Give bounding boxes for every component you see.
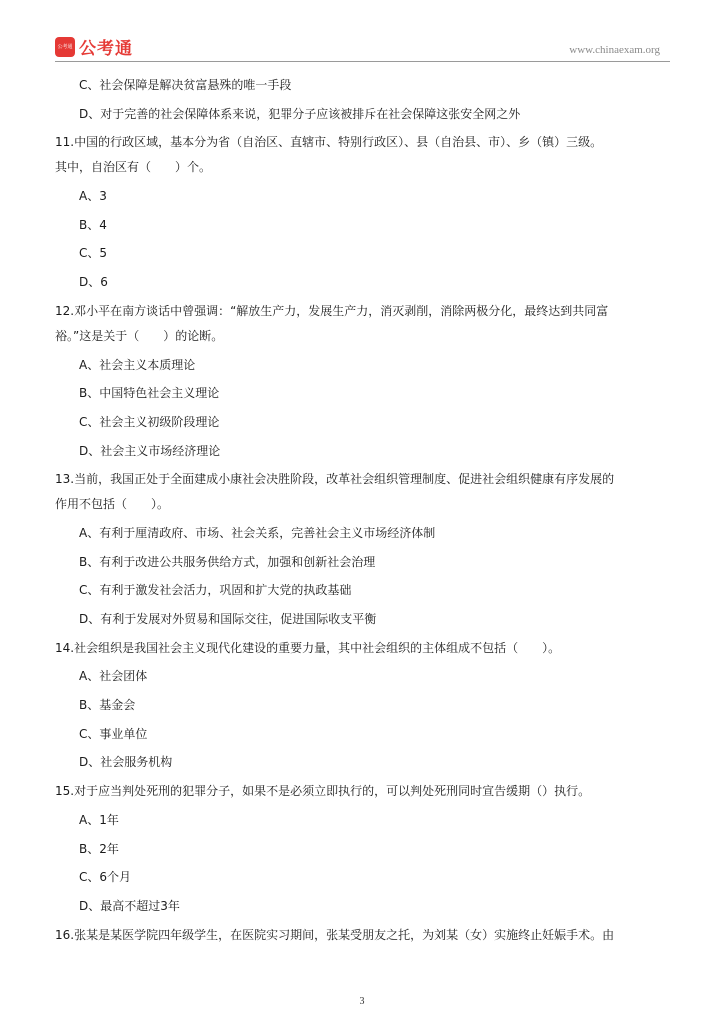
document-body (55, 78, 673, 953)
answer-option: A、1年 (79, 812, 119, 827)
answer-option: C、社会保障是解决贫富悬殊的唯一手段 (79, 78, 292, 92)
question-text: 12.邓小平在南方谈话中曾强调：“解放生产力，发展生产力，消灭剥削，消除两极分化，最终达到共同富 (55, 303, 609, 318)
page-header (0, 0, 724, 62)
answer-option: B、有利于改进公共服务供给方式，加强和创新社会治理 (79, 554, 376, 569)
logo-icon: 公考通 (55, 37, 75, 57)
answer-option: D、对于完善的社会保障体系来说，犯罪分子应该被排斥在社会保障这张安全网之外 (79, 106, 521, 121)
answer-option: D、最高不超过3年 (79, 898, 180, 913)
question-text: 16.张某是某医学院四年级学生，在医院实习期间，张某受朋友之托，为刘某（女）实施终止妊娠手术。由 (55, 927, 615, 942)
question-text: 15.对于应当判处死刑的犯罪分子，如果不是必须立即执行的，可以判处死刑同时宣告缓期（）执行。 (55, 784, 591, 799)
question-text: 11.中国的行政区域，基本分为省（自治区、直辖市、特别行政区）、县（自治县、市）、乡（镇）三级。 (55, 135, 603, 150)
answer-option: D、有利于发展对外贸易和国际交往，促进国际收支平衡 (79, 612, 377, 626)
answer-option: D、社会服务机构 (79, 755, 173, 770)
answer-option: A、社会团体 (79, 669, 148, 684)
answer-option: B、4 (79, 217, 107, 232)
logo[interactable] (55, 34, 133, 59)
question-text: 13.当前，我国正处于全面建成小康社会决胜阶段，改革社会组织管理制度、促进社会组织健康有序发展的 (55, 472, 615, 487)
question-text-continued: 其中，自治区有（ ）个。 (55, 160, 212, 175)
answer-option: A、3 (79, 189, 107, 204)
logo-text: 公考通 (79, 39, 133, 59)
question-text-continued: 裕。”这是关于（ ）的论断。 (55, 328, 224, 343)
answer-option: C、6个月 (79, 870, 132, 885)
answer-option: D、社会主义市场经济理论 (79, 443, 221, 458)
answer-option: B、中国特色社会主义理论 (79, 386, 220, 401)
question-text: 14.社会组织是我国社会主义现代化建设的重要力量，其中社会组织的主体组成不包括（ ）。 (55, 640, 561, 655)
page-number: 3 (359, 996, 365, 1007)
answer-option: A、有利于厘清政府、市场、社会关系，完善社会主义市场经济体制 (79, 525, 436, 540)
answer-option: C、5 (79, 246, 108, 261)
answer-option: C、有利于激发社会活力，巩固和扩大党的执政基础 (79, 583, 352, 598)
answer-option: C、社会主义初级阶段理论 (79, 414, 220, 429)
question-text-continued: 作用不包括（ ）。 (55, 497, 170, 512)
site-url[interactable]: www.chinaexam.org (569, 44, 660, 56)
answer-option: A、社会主义本质理论 (79, 357, 196, 372)
answer-option: B、2年 (79, 841, 119, 856)
answer-option: B、基金会 (79, 698, 136, 713)
answer-option: C、事业单位 (79, 726, 148, 741)
answer-option: D、6 (79, 275, 108, 290)
header-divider (55, 61, 670, 62)
